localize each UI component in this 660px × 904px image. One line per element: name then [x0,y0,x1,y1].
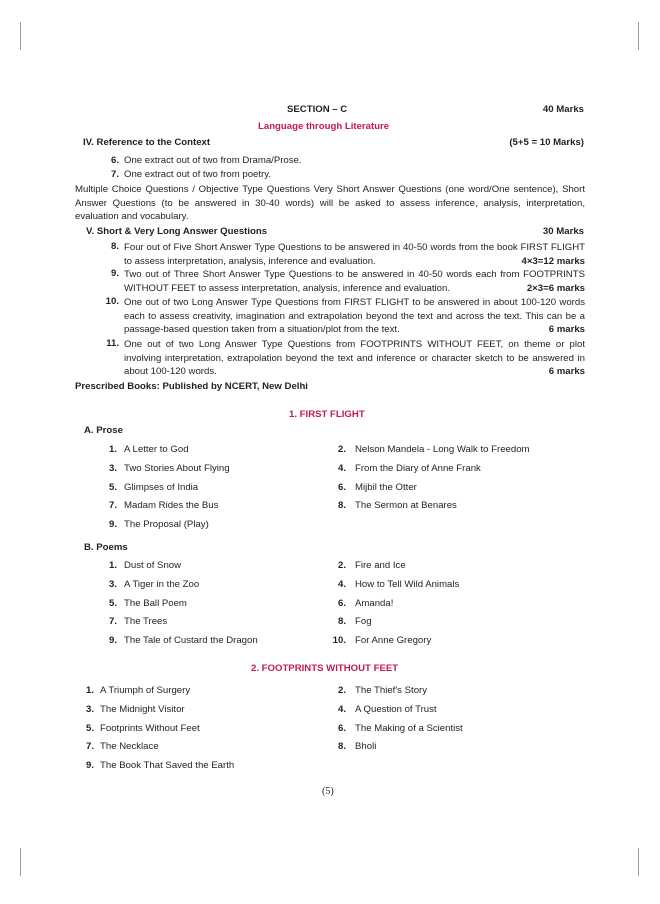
item-text [124,296,585,337]
list-item: The Necklace [100,741,159,753]
list-item: The Thief's Story [355,685,428,696]
list-item: Nelson Mandela - Long Walk to Freedom [355,444,530,455]
list-item-number: 6. [337,481,346,493]
list-item-number: 5. [108,597,117,609]
item-number: 11. [106,338,119,349]
list-item-number: 7. [108,616,117,628]
item-marks: 6 marks [548,324,585,335]
prescribed-books: Prescribed Books: Published by NCERT, New Delhi [75,381,308,392]
list-item: The Sermon at Benares [355,500,457,512]
poems-heading: B. Poems [84,542,128,553]
list-item-number: 1. [85,685,94,696]
list-item-number: 10. [332,635,346,647]
list-item: A Question of Trust [355,703,437,715]
section-title: SECTION – C [287,104,348,115]
list-item-number: 9. [108,519,117,531]
item-number: 9. [110,268,119,279]
crop-mark [638,22,639,50]
list-item-number: 6. [337,597,346,609]
list-item-number: 2. [337,444,346,455]
item-number: 6. [110,155,119,166]
list-item: Bholi [355,741,377,753]
item-marks: 2×3=6 marks [526,282,585,294]
list-item: From the Diary of Anne Frank [355,462,481,474]
item-text: One extract out of two from poetry. [124,169,271,180]
part-iv-note: Multiple Choice Questions / Objective Type Questions Very Short Answer Questions (one word/One sentence), Short Answer Questions (to be answered in 30-40 words) will be asked to assess inference, analysis, interpretation, evaluation and vocabulary. [75,184,585,222]
list-item-number: 1. [108,444,117,455]
part-iv-marks: (5+5 = 10 Marks) [509,137,584,148]
crop-mark [638,848,639,876]
list-item-number: 4. [337,578,346,590]
list-item-number: 9. [85,760,94,772]
part-v-heading: V. Short & Very Long Answer Questions [86,226,268,237]
item-text: One extract out of two from Drama/Prose. [124,155,302,166]
list-item: Madam Rides the Bus [124,500,219,512]
list-item-number: 3. [108,462,117,474]
list-item: Glimpses of India [124,481,199,493]
list-item: The Ball Poem [124,597,187,609]
list-item: The Making of a Scientist [355,722,463,734]
part-iv-heading: IV. Reference to the Context [83,137,211,148]
list-item: A Triumph of Surgery [100,685,191,696]
list-item: The Book That Saved the Earth [100,760,235,772]
list-item-number: 8. [337,741,346,753]
list-item: Dust of Snow [124,560,182,571]
item-body: One out of two Long Answer Type Questions from FOOTPRINTS WITHOUT FEET, on theme or plot involving interpretation, extrapolation beyond the text and inference or character sketch to be answered in about 100-120 words. [124,339,585,377]
list-item: Mijbil the Otter [355,481,417,493]
list-item-number: 5. [108,481,117,493]
list-item-number: 6. [337,722,346,734]
part-v-marks: 30 Marks [542,226,584,237]
list-item-number: 8. [337,616,346,628]
list-item: The Trees [124,616,168,628]
item-text [124,241,585,268]
crop-mark [20,848,21,876]
first-flight-title: 1. FIRST FLIGHT [289,409,365,420]
item-number: 10. [105,296,119,307]
list-item-number: 4. [337,462,346,474]
item-number: 8. [110,241,119,252]
list-item: The Proposal (Play) [124,519,209,531]
list-item: Two Stories About Flying [124,462,230,474]
list-item-number: 3. [108,578,117,590]
item-text [124,268,585,295]
list-item-number: 8. [337,500,346,512]
list-item: Fog [355,616,372,628]
page-number: (5) [322,786,334,797]
list-item: For Anne Gregory [355,635,432,647]
list-item-number: 3. [85,703,94,715]
footprints-title: 2. FOOTPRINTS WITHOUT FEET [251,663,399,674]
item-text [124,338,585,379]
item-number: 7. [110,169,119,180]
item-body: Two out of Three Short Answer Type Questions to be answered in 40-50 words each from FOOTPRINTS WITHOUT FEET to assess interpretation, analysis, inference and evaluation. [124,269,585,294]
list-item: Amanda! [355,597,394,609]
list-item: A Letter to God [124,444,189,455]
list-item: How to Tell Wild Animals [355,578,460,590]
item-body: Four out of Five Short Answer Type Questions to be answered in 40-50 words from the book FIRST FLIGHT to assess interpretation, analysis, inference and evaluation. [124,242,585,267]
item-marks: 6 marks [548,366,585,377]
list-item: Fire and Ice [355,560,406,571]
list-item: A Tiger in the Zoo [124,578,200,590]
list-item-number: 4. [337,703,346,715]
list-item: The Midnight Visitor [100,703,185,715]
section-subtitle: Language through Literature [258,121,390,132]
section-marks: 40 Marks [542,104,584,115]
prose-heading: A. Prose [84,425,123,436]
list-item-number: 2. [337,685,346,696]
item-body: One out of two Long Answer Type Questions from FIRST FLIGHT to be answered in about 100-120 words each to assess creativity, imagination and extrapolation beyond the text and across the text. This can be a passage-based question taken from a situation/plot from the text. [124,297,585,335]
list-item-number: 7. [108,500,117,512]
item-marks: 4×3=12 marks [521,255,585,267]
list-item: Footprints Without Feet [100,722,200,734]
list-item-number: 9. [108,635,117,647]
list-item-number: 5. [85,722,94,734]
list-item-number: 1. [108,560,117,571]
crop-mark [20,22,21,50]
list-item-number: 2. [337,560,346,571]
list-item: The Tale of Custard the Dragon [124,635,258,647]
list-item-number: 7. [85,741,94,753]
